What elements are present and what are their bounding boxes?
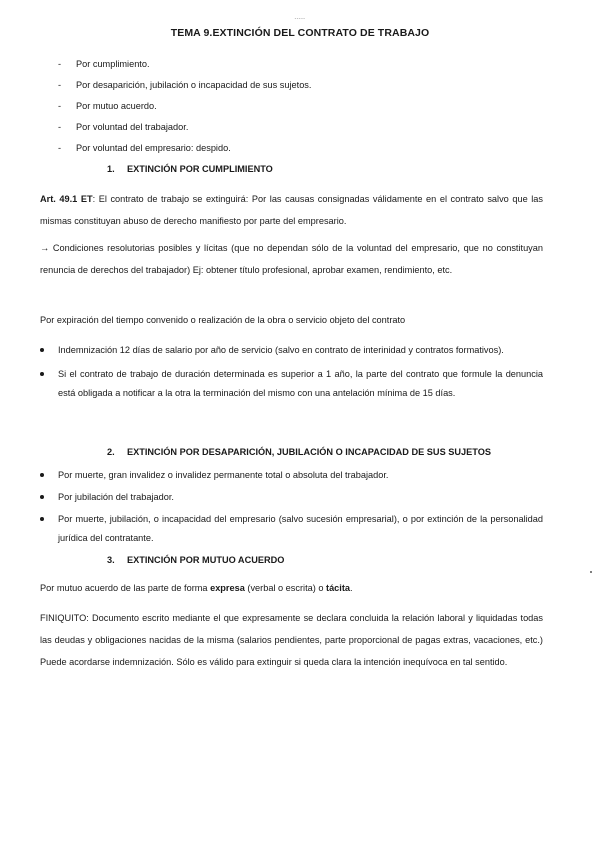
article-text: : El contrato de trabajo se extinguirá: Por las causas consignadas válidamente en el contrato salvo que las mismas constituyan abuso de derecho manifiesto por parte del empresario.: [40, 194, 543, 226]
section-number: 2.: [107, 447, 115, 457]
list-item-text: Por cumplimiento.: [76, 59, 150, 69]
list-item: [58, 120, 311, 141]
list-item-text: Por mutuo acuerdo.: [76, 101, 157, 111]
margin-mark: [590, 571, 592, 573]
list-item: [40, 466, 543, 485]
section-1-bullets: [40, 341, 543, 403]
agreement-express: expresa: [210, 583, 245, 593]
section-title-text: EXTINCIÓN POR CUMPLIMIENTO: [127, 164, 273, 174]
list-item: [58, 78, 311, 99]
section-title-text: EXTINCIÓN POR MUTUO ACUERDO: [127, 555, 285, 565]
page-title: TEMA 9.EXTINCIÓN DEL CONTRATO DE TRABAJO: [170, 27, 430, 39]
bullet-icon: [40, 372, 44, 376]
list-item-text: Por jubilación del trabajador.: [58, 492, 174, 502]
dash-marker: -: [58, 101, 62, 111]
dash-marker: -: [58, 122, 62, 132]
bullet-icon: [40, 473, 44, 477]
section-3-heading: [0, 555, 600, 565]
section-title-text: EXTINCIÓN POR DESAPARICIÓN, JUBILACIÓN O INCAPACIDAD DE SUS SUJETOS: [127, 447, 491, 457]
list-item: [40, 341, 543, 360]
list-item: [40, 488, 543, 507]
dash-marker: -: [58, 143, 62, 153]
finiquito-paragraph: FINIQUITO: Documento escrito mediante el que expresamente se declara concluida la relación laboral y liquidadas todas las deudas y obligaciones nacidas de la misma (salarios pendientes, parte proporcional de pagas extras, vacaciones, etc.) Puede acordarse indemnización. Sólo es válido para extinguir si queda clara la intención inequívoca en tal sentido.: [40, 613, 543, 667]
agreement-tacit: tácita: [326, 583, 351, 593]
section-number: 3.: [107, 555, 115, 565]
bullet-icon: [40, 517, 44, 521]
list-item-text: Indemnización 12 días de salario por año de servicio (salvo en contrato de interinidad y contratos formativos).: [58, 345, 504, 355]
list-item-text: Por voluntad del empresario: despido.: [76, 143, 231, 153]
dash-marker: -: [58, 59, 62, 69]
list-item: [58, 99, 311, 120]
section-2-heading: [0, 447, 600, 457]
expiration-paragraph: Por expiración del tiempo convenido o realización de la obra o servicio objeto del contrato: [40, 315, 406, 325]
header-mark: -----: [294, 16, 306, 22]
agreement-paragraph: [40, 577, 543, 599]
list-item-text: Por muerte, jubilación, o incapacidad del empresario (salvo sucesión empresarial), o por extinción de la personalidad jurídica del contratante.: [58, 514, 543, 543]
agreement-text: .: [350, 583, 353, 593]
list-item: [40, 510, 543, 548]
article-reference: Art. 49.1 ET: [40, 194, 93, 204]
section-2-bullets: [40, 466, 543, 548]
list-item-text: Por desaparición, jubilación o incapacidad de sus sujetos.: [76, 80, 312, 90]
list-item-text: Si el contrato de trabajo de duración determinada es superior a 1 año, la parte del contrato que formule la denuncia está obligada a notificar a la otra la terminación del mismo con una antelación mínima de 15 días.: [58, 369, 543, 398]
list-item-text: Por voluntad del trabajador.: [76, 122, 189, 132]
article-paragraph: [40, 188, 543, 232]
section-1-heading: [0, 164, 600, 174]
causes-list: [58, 57, 311, 162]
list-item: [58, 141, 311, 162]
agreement-text: (verbal o escrita) o: [244, 583, 327, 593]
bullet-icon: [40, 495, 44, 499]
dash-marker: -: [58, 80, 62, 90]
list-item: [40, 365, 543, 403]
agreement-text: Por mutuo acuerdo de las parte de forma: [40, 583, 211, 593]
bullet-icon: [40, 348, 44, 352]
list-item: [58, 57, 311, 78]
section-number: 1.: [107, 164, 115, 174]
list-item-text: Por muerte, gran invalidez o invalidez permanente total o absoluta del trabajador.: [58, 470, 389, 480]
conditions-paragraph: → Condiciones resolutorias posibles y lícitas (que no dependan sólo de la voluntad del empresario, que no constituyan renuncia de derechos del trabajador) Ej: obtener título profesional, aprobar examen, rendimiento, etc.: [40, 243, 543, 275]
